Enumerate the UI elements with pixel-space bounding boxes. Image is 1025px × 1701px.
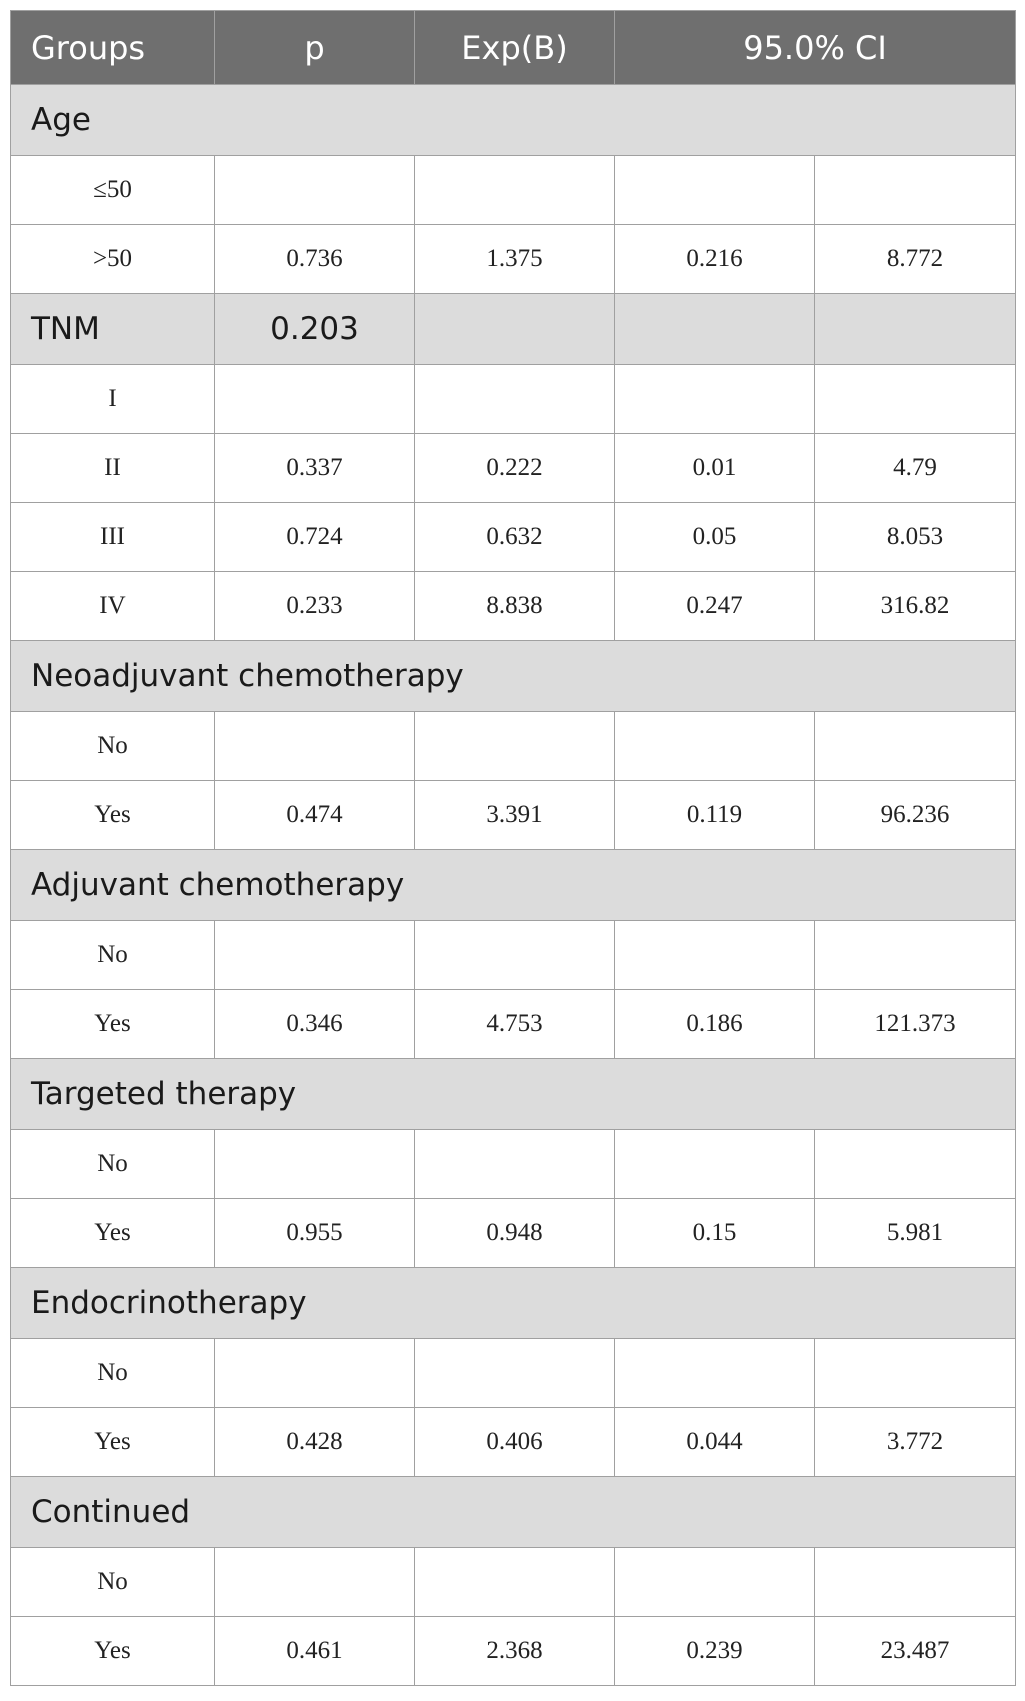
row-ci-lower	[615, 365, 815, 434]
row-ci-upper: 8.772	[815, 225, 1016, 294]
table-row	[11, 503, 1016, 572]
table-body	[11, 85, 1016, 1686]
table-row	[11, 712, 1016, 781]
row-label: Yes	[11, 990, 215, 1059]
row-expb: 2.368	[415, 1617, 615, 1686]
row-label: II	[11, 434, 215, 503]
group-row	[11, 1059, 1016, 1130]
row-label: No	[11, 1130, 215, 1199]
row-ci-lower	[615, 1130, 815, 1199]
row-expb	[415, 921, 615, 990]
row-p-value: 0.233	[215, 572, 415, 641]
group-p-value: 0.203	[215, 294, 415, 365]
group-label: Age	[11, 85, 1016, 156]
row-ci-upper	[815, 365, 1016, 434]
row-p-value: 0.724	[215, 503, 415, 572]
row-ci-lower: 0.05	[615, 503, 815, 572]
row-p-value: 0.955	[215, 1199, 415, 1268]
table-row	[11, 1617, 1016, 1686]
row-p-value	[215, 365, 415, 434]
row-ci-upper	[815, 1130, 1016, 1199]
table-row	[11, 365, 1016, 434]
table-row	[11, 1548, 1016, 1617]
row-ci-upper: 8.053	[815, 503, 1016, 572]
group-row	[11, 1268, 1016, 1339]
group-empty-cell	[815, 294, 1016, 365]
table-row	[11, 1199, 1016, 1268]
table-row	[11, 1339, 1016, 1408]
row-ci-upper: 121.373	[815, 990, 1016, 1059]
row-p-value: 0.428	[215, 1408, 415, 1477]
header-groups: Groups	[11, 11, 215, 85]
row-p-value: 0.346	[215, 990, 415, 1059]
row-ci-lower: 0.15	[615, 1199, 815, 1268]
row-p-value	[215, 921, 415, 990]
row-p-value: 0.461	[215, 1617, 415, 1686]
group-label: Endocrinotherapy	[11, 1268, 1016, 1339]
table-row	[11, 156, 1016, 225]
row-expb: 1.375	[415, 225, 615, 294]
row-label: No	[11, 921, 215, 990]
table-row	[11, 990, 1016, 1059]
row-expb: 0.948	[415, 1199, 615, 1268]
row-label: ≤50	[11, 156, 215, 225]
row-p-value	[215, 1548, 415, 1617]
row-ci-lower: 0.216	[615, 225, 815, 294]
table-row	[11, 434, 1016, 503]
row-label: IV	[11, 572, 215, 641]
row-expb: 8.838	[415, 572, 615, 641]
row-label: Yes	[11, 1408, 215, 1477]
row-ci-upper: 23.487	[815, 1617, 1016, 1686]
group-row	[11, 294, 1016, 365]
group-row	[11, 850, 1016, 921]
table-row	[11, 1130, 1016, 1199]
group-empty-cell	[415, 294, 615, 365]
row-expb	[415, 1130, 615, 1199]
table-row	[11, 225, 1016, 294]
table-row	[11, 781, 1016, 850]
row-ci-upper: 96.236	[815, 781, 1016, 850]
row-expb	[415, 1548, 615, 1617]
row-expb	[415, 712, 615, 781]
header-expb: Exp(B)	[415, 11, 615, 85]
group-empty-cell	[615, 294, 815, 365]
group-label: Targeted therapy	[11, 1059, 1016, 1130]
row-label: No	[11, 1548, 215, 1617]
row-p-value: 0.474	[215, 781, 415, 850]
row-ci-upper	[815, 921, 1016, 990]
group-row	[11, 85, 1016, 156]
row-label: No	[11, 1339, 215, 1408]
row-ci-lower: 0.247	[615, 572, 815, 641]
row-expb: 0.406	[415, 1408, 615, 1477]
row-ci-lower: 0.044	[615, 1408, 815, 1477]
row-label: Yes	[11, 781, 215, 850]
row-label: III	[11, 503, 215, 572]
group-row	[11, 1477, 1016, 1548]
row-ci-lower: 0.01	[615, 434, 815, 503]
row-ci-upper: 316.82	[815, 572, 1016, 641]
row-ci-upper	[815, 156, 1016, 225]
row-label: Yes	[11, 1199, 215, 1268]
row-ci-upper: 5.981	[815, 1199, 1016, 1268]
table-row	[11, 1408, 1016, 1477]
row-p-value	[215, 1130, 415, 1199]
row-label: Yes	[11, 1617, 215, 1686]
row-expb	[415, 365, 615, 434]
row-ci-lower	[615, 1548, 815, 1617]
group-row	[11, 641, 1016, 712]
group-label: Neoadjuvant chemotherapy	[11, 641, 1016, 712]
row-expb: 4.753	[415, 990, 615, 1059]
group-label: Continued	[11, 1477, 1016, 1548]
row-ci-lower	[615, 156, 815, 225]
row-expb: 3.391	[415, 781, 615, 850]
header-ci: 95.0% CI	[615, 11, 1016, 85]
row-expb	[415, 1339, 615, 1408]
row-ci-upper	[815, 1548, 1016, 1617]
row-expb	[415, 156, 615, 225]
row-label: I	[11, 365, 215, 434]
table-row	[11, 572, 1016, 641]
row-ci-lower	[615, 1339, 815, 1408]
row-expb: 0.632	[415, 503, 615, 572]
row-label: No	[11, 712, 215, 781]
row-ci-upper: 4.79	[815, 434, 1016, 503]
row-expb: 0.222	[415, 434, 615, 503]
row-p-value	[215, 712, 415, 781]
row-ci-lower: 0.186	[615, 990, 815, 1059]
row-ci-upper: 3.772	[815, 1408, 1016, 1477]
row-p-value: 0.337	[215, 434, 415, 503]
row-ci-lower: 0.239	[615, 1617, 815, 1686]
row-p-value	[215, 156, 415, 225]
row-label: >50	[11, 225, 215, 294]
group-label: TNM	[11, 294, 215, 365]
row-ci-upper	[815, 712, 1016, 781]
regression-table	[10, 10, 1016, 1686]
row-ci-upper	[815, 1339, 1016, 1408]
row-ci-lower	[615, 921, 815, 990]
row-p-value	[215, 1339, 415, 1408]
row-p-value: 0.736	[215, 225, 415, 294]
table-row	[11, 921, 1016, 990]
group-label: Adjuvant chemotherapy	[11, 850, 1016, 921]
row-ci-lower: 0.119	[615, 781, 815, 850]
header-p: p	[215, 11, 415, 85]
header-row	[11, 11, 1016, 85]
row-ci-lower	[615, 712, 815, 781]
